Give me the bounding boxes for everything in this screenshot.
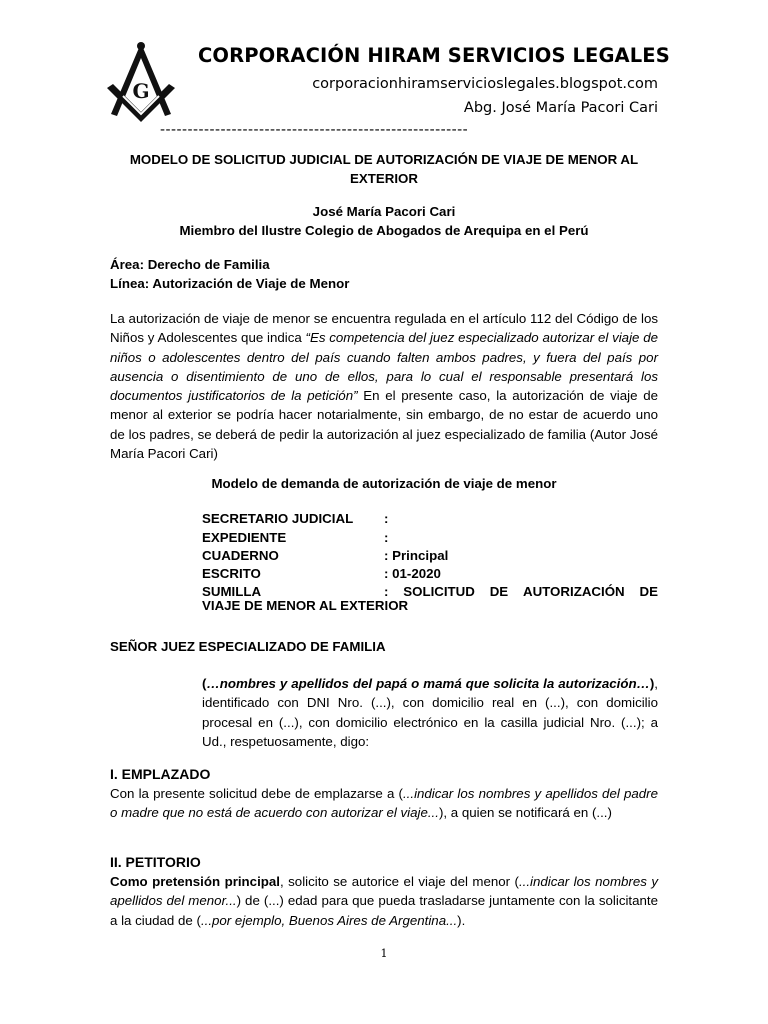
sec2-italic-2: ...por ejemplo, Buenos Aires de Argentina... xyxy=(200,912,458,928)
logo-letter: G xyxy=(132,79,150,103)
sumilla-line-2: VIAJE DE MENOR AL EXTERIOR xyxy=(202,598,409,613)
field-label: EXPEDIENTE xyxy=(202,530,287,545)
field-label: CUADERNO xyxy=(202,548,279,563)
section-heading-petitorio: II. PETITORIO xyxy=(110,854,201,870)
intro-paragraph xyxy=(110,309,658,463)
sumilla-word: : xyxy=(384,584,389,599)
section-body-emplazado xyxy=(110,784,658,823)
party-rest: , identificado con DNI Nro. (...), con domicilio real en (...), con domicilio procesal en (...), con domicilio electrónico en la casilla judicial Nro. (...); a Ud., respetuosamente, digo: xyxy=(202,676,658,749)
sec1-text-1: Con la presente solicitud debe de emplazarse a ( xyxy=(110,786,403,801)
section-heading-emplazado: I. EMPLAZADO xyxy=(110,766,211,782)
party-paragraph xyxy=(202,674,658,751)
author-name: José María Pacori Cari xyxy=(312,204,456,219)
page-number: 1 xyxy=(380,947,388,960)
linea-line: Línea: Autorización de Viaje de Menor xyxy=(110,276,350,291)
sec2-bold-lead: Como pretensión principal xyxy=(110,874,280,889)
header-separator: -------------------------------------------------------- xyxy=(160,122,469,138)
org-blog-url: corporacionhiramservicioslegales.blogspot.com xyxy=(312,76,658,92)
sec2-text-1: , solicito se autorice el viaje del menor ( xyxy=(280,874,519,889)
field-label: SECRETARIO JUDICIAL xyxy=(202,511,354,526)
sumilla-value xyxy=(384,584,658,599)
masonic-square-compass-icon xyxy=(103,40,179,122)
section-body-petitorio xyxy=(110,872,658,930)
field-value: : Principal xyxy=(384,548,449,563)
sec1-italic: ...indicar los nombres y apellidos del padre o madre que no está de acuerdo con autorizar el viaje... xyxy=(110,786,658,821)
org-author: Abg. José María Pacori Cari xyxy=(463,100,658,116)
sec2-text-3: ). xyxy=(457,912,466,928)
sec2-text-2: ) de (...) edad para que pueda trasladarse juntamente con la solicitante a la ciudad de ( xyxy=(110,893,658,928)
addressee: SEÑOR JUEZ ESPECIALIZADO DE FAMILIA xyxy=(110,639,386,654)
field-value: : 01-2020 xyxy=(384,566,441,581)
sumilla-word: SOLICITUD xyxy=(403,584,475,599)
sumilla-label: SUMILLA xyxy=(202,584,262,599)
intro-text-1: La autorización de viaje de menor se encuentra regulada en el artículo 112 del Código de los Niños y Adolescentes que indica xyxy=(110,311,658,346)
sumilla-word: DE xyxy=(639,584,658,599)
field-value: : xyxy=(384,511,389,526)
sumilla-word: DE xyxy=(489,584,509,599)
party-names: …nombres y apellidos del papá o mamá que solicita la autorización… xyxy=(206,676,650,691)
intro-text-2: En el presente caso, la autorización de viaje de menor al exterior se podría hacer notarialmente, sin embargo, de no estar de acuerdo uno de los padres, se deberá de pedir la autorización al juez especializado de familia (Autor José María Pacori Cari) xyxy=(110,388,658,462)
author-affiliation: Miembro del Ilustre Colegio de Abogados de Arequipa en el Perú xyxy=(179,223,589,238)
org-name: CORPORACIÓN HIRAM SERVICIOS LEGALES xyxy=(198,44,670,67)
intro-quote: “Es competencia del juez especializado autorizar el viaje de niños o adolescentes dentro del país cuando falten ambos padres, y fuera del país por ausencia o disentimiento de uno de ellos, para lo cual el responsable presentará los documentos justificatorios de la petición” xyxy=(110,330,658,404)
sec1-text-2: ), a quien se notificará en (...) xyxy=(438,805,612,821)
field-value: : xyxy=(384,530,389,545)
party-open: ( xyxy=(202,676,207,691)
field-label: ESCRITO xyxy=(202,566,261,581)
party-close: ) xyxy=(649,676,655,691)
sumilla-word: AUTORIZACIÓN xyxy=(522,584,625,599)
document-title: MODELO DE SOLICITUD JUDICIAL DE AUTORIZACIÓN DE VIAJE DE MENOR AL EXTERIOR xyxy=(129,152,639,187)
model-title: Modelo de demanda de autorización de viaje de menor xyxy=(211,476,557,491)
sec2-italic-1: ...indicar los nombres y apellidos del menor... xyxy=(110,874,658,909)
area-line: Área: Derecho de Familia xyxy=(110,257,270,272)
